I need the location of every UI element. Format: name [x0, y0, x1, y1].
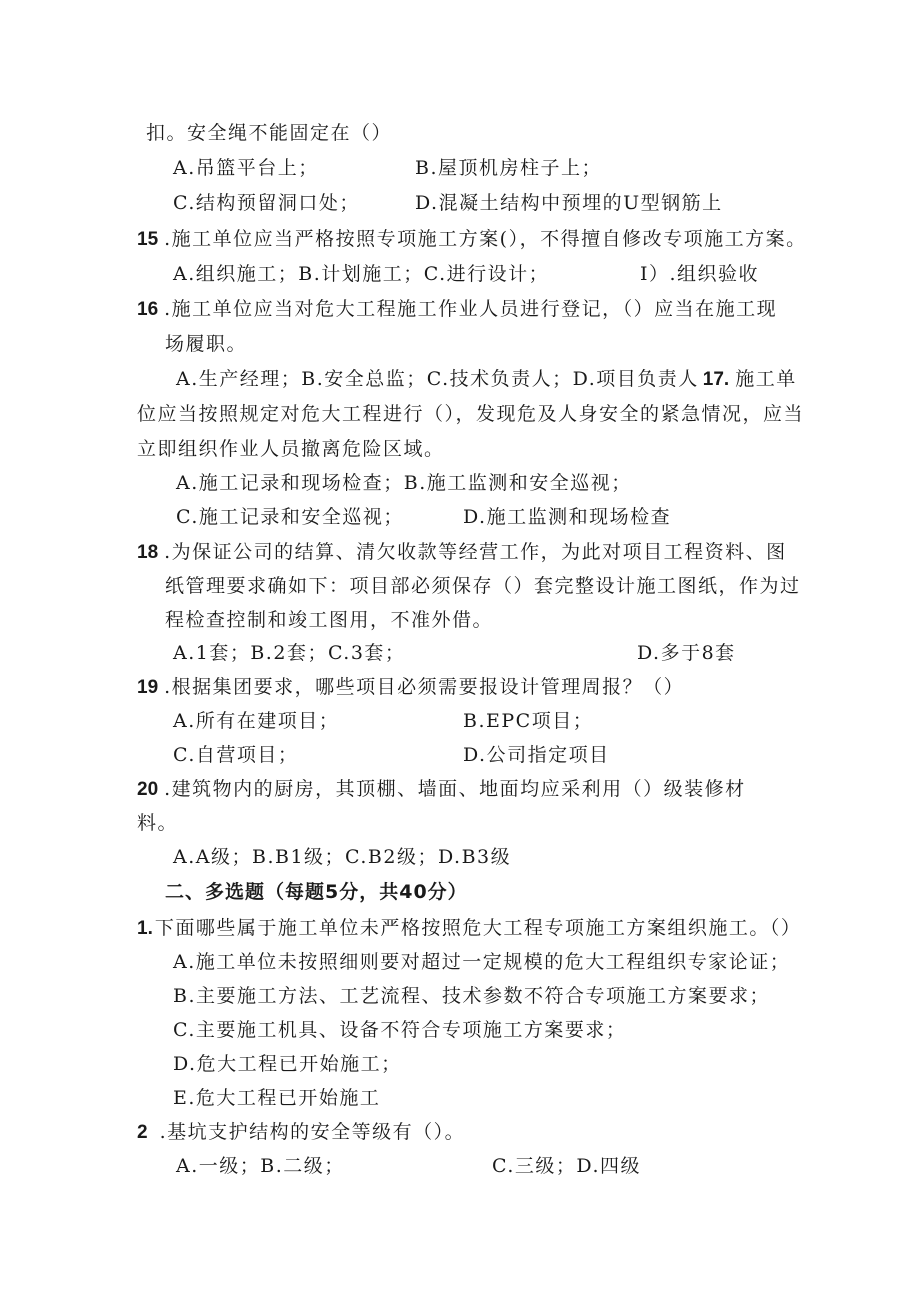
mq2-options-cd: C.三级；D.四级	[492, 1155, 641, 1177]
multi-question-2-number: 2	[137, 1122, 148, 1143]
section-heading-multiple-choice: 二、多选题（每题5分，共40分）	[165, 881, 468, 903]
question-18-continuation-1: 纸管理要求确如下：项目部必须保存（）套完整设计施工图纸，作为过	[165, 575, 801, 597]
mq2-options-ab: A.一级；B.二级；	[176, 1155, 345, 1177]
q15-options-abc: A.组织施工；B.计划施工；C.进行设计；	[173, 263, 550, 285]
question-17-number: 17.	[702, 369, 730, 390]
q16-options: A.生产经理；B.安全总监；C.技术负责人；D.项目负责人	[176, 368, 699, 390]
q14-option-b: B.屋顶机房柱子上；	[415, 157, 603, 179]
question-19	[137, 675, 684, 700]
mq1-option-b: B.主要施工方法、工艺流程、技术参数不符合专项施工方案要求；	[173, 985, 771, 1007]
q14-option-d: D.混凝土结构中预埋的U型钢筋上	[415, 192, 723, 214]
question-15-number: 15	[137, 229, 159, 250]
q14-option-c: C.结构预留洞口处；	[173, 192, 360, 214]
q17-options-ab: A.施工记录和现场检查；B.施工监测和安全巡视；	[176, 472, 632, 494]
multi-question-1-text: 下面哪些属于施工单位未严格按照危大工程专项施工方案组织施工。（）	[154, 917, 802, 939]
question-18-text: .为保证公司的结算、清欠收款等经营工作，为此对项目工程资料、图	[164, 541, 787, 563]
q20-options: A.A级；B.B1级；C.B2级；D.B3级	[173, 846, 512, 868]
question-16-continuation: 场履职。	[165, 333, 248, 355]
q15-option-d: I）.组织验收	[640, 263, 760, 285]
question-15	[137, 227, 807, 252]
question-20	[137, 777, 746, 802]
q16-options-q17-start	[176, 367, 797, 392]
question-20-continuation: 料。	[137, 812, 179, 834]
q17-option-c: C.施工记录和安全巡视；	[176, 506, 404, 528]
question-17-continuation-2: 立即组织作业人员撤离危险区域。	[137, 438, 445, 460]
question-19-text: .根据集团要求，哪些项目必须需要报设计管理周报？（）	[164, 676, 685, 698]
mq1-option-e: E.危大工程已开始施工	[173, 1087, 381, 1109]
question-16-number: 16	[137, 299, 159, 320]
multi-question-2	[137, 1120, 465, 1145]
multi-question-1	[137, 916, 801, 941]
q19-option-c: C.自营项目；	[173, 744, 299, 766]
question-18	[137, 540, 787, 565]
q17-option-d: D.施工监测和现场检查	[463, 506, 672, 528]
question-20-number: 20	[137, 779, 159, 800]
mq1-option-c: C.主要施工机具、设备不符合专项施工方案要求；	[173, 1019, 627, 1041]
q18-option-d: D.多于8套	[637, 642, 736, 664]
q18-options-abc: A.1套；B.2套；C.3套；	[173, 642, 406, 664]
multi-question-1-number: 1.	[137, 918, 153, 939]
mq1-option-a: A.施工单位未按照细则要对超过一定规模的危大工程组织专家论证；	[173, 951, 791, 973]
question-17-text: 施工单	[735, 368, 797, 390]
line-q14-continuation: 扣。安全绳不能固定在（）	[146, 122, 393, 144]
q19-option-d: D.公司指定项目	[463, 744, 610, 766]
multi-question-2-text: .基坑支护结构的安全等级有（）。	[159, 1121, 466, 1143]
q14-option-a: A.吊篮平台上；	[173, 157, 319, 179]
q19-option-a: A.所有在建项目；	[173, 710, 340, 732]
question-20-text: .建筑物内的厨房，其顶棚、墙面、地面均应采利用（）级装修材	[164, 778, 746, 800]
mq1-option-d: D.危大工程已开始施工；	[173, 1053, 402, 1075]
question-18-continuation-2: 程检查控制和竣工图用，不准外借。	[165, 609, 494, 631]
question-16	[137, 297, 777, 322]
question-17-continuation-1: 位应当按照规定对危大工程进行（），发现危及人身安全的紧急情况，应当	[137, 403, 805, 425]
question-16-text: .施工单位应当对危大工程施工作业人员进行登记，（）应当在施工现	[164, 298, 778, 320]
q19-option-b: B.EPC项目；	[463, 710, 594, 732]
question-18-number: 18	[137, 542, 159, 563]
question-15-text: .施工单位应当严格按照专项施工方案(），不得擅自修改专项施工方案。	[164, 228, 807, 250]
question-19-number: 19	[137, 677, 159, 698]
